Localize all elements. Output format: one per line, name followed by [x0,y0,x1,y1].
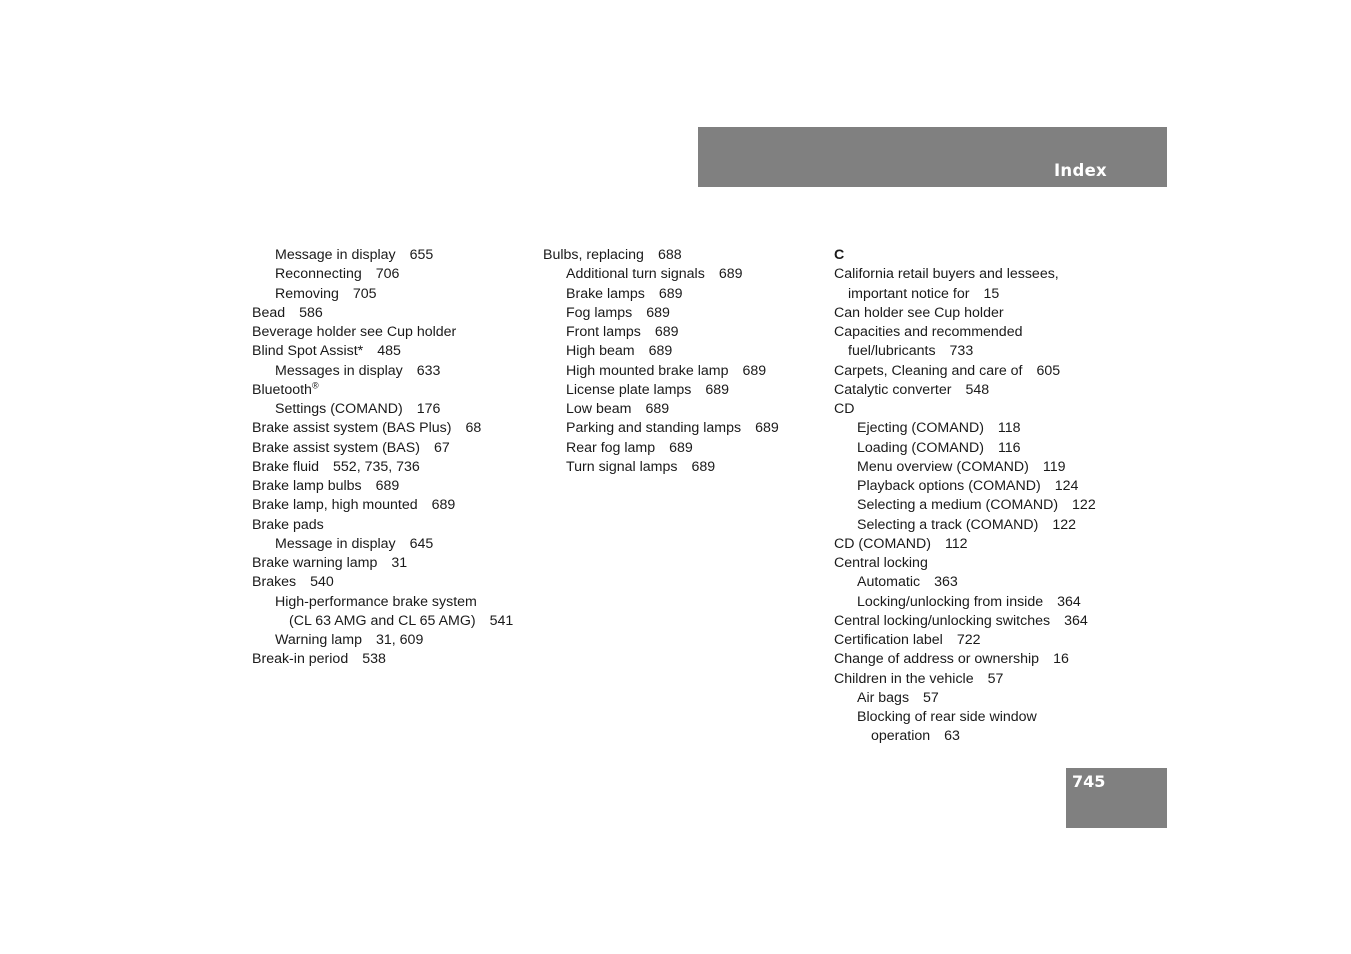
index-page-ref[interactable]: 541 [489,612,514,629]
index-term: CD (COMAND) [834,535,931,552]
index-page-ref[interactable]: 689 [375,478,400,494]
index-term: Front lamps [566,324,641,340]
index-term: Bead [252,304,286,321]
index-term: Air bags [857,689,910,706]
index-column-3 [834,246,1096,747]
index-entry [252,612,513,631]
index-entry [834,342,1096,361]
index-term: Turn signal lamps [566,458,678,475]
index-entry [834,689,1096,708]
index-term: Brake lamp, high mounted [252,497,418,514]
index-entry [252,477,513,496]
index-term: Message in display [275,247,396,263]
index-entry [252,342,513,361]
index-page-ref[interactable]: 552, 735, 736 [333,458,420,475]
index-page-ref[interactable]: 689 [646,304,670,321]
index-entry [252,650,513,669]
index-term: fuel/lubricants [848,343,936,360]
index-term: Parking and standing lamps [566,420,742,437]
index-term: Brake lamps [566,285,645,302]
index-page-ref[interactable]: 57 [923,689,939,706]
index-term: Brake lamp bulbs [252,478,362,494]
index-term: Beverage holder see Cup holder [252,324,457,340]
header-bar [698,127,1167,187]
index-term: Change of address or ownership [834,651,1040,668]
index-term: Brakes [252,574,297,591]
index-page-ref[interactable]: 548 [965,381,990,398]
index-term: Central locking [834,555,928,571]
index-entry [543,323,779,342]
index-entry [834,573,1096,592]
index-entry [252,554,513,573]
index-entry [834,593,1096,612]
index-term: High-performance brake system [275,593,477,610]
index-entry [543,265,779,284]
index-term: Selecting a track (COMAND) [857,516,1039,533]
index-term: High beam [566,343,635,360]
index-term: Playback options (COMAND) [857,478,1041,494]
index-page-ref[interactable]: 63 [944,728,960,745]
index-page-ref[interactable]: 689 [691,458,716,475]
index-term: Can holder see Cup holder [834,304,1004,321]
index-term: Break-in period [252,651,349,668]
index-term: Bluetooth [252,381,312,398]
index-entry [252,400,513,419]
index-entry [252,304,513,323]
index-term: Warning lamp [275,632,362,648]
index-page-ref[interactable]: 689 [705,381,730,398]
index-entry [252,631,513,650]
index-term: Menu overview (COMAND) [857,458,1029,475]
index-entry [543,362,779,381]
index-term: Rear fog lamp [566,439,656,456]
index-page-ref[interactable]: 605 [1036,362,1061,379]
index-page-ref[interactable]: 122 [1072,497,1096,514]
index-page-ref[interactable]: 68 [465,420,482,437]
index-entry [543,419,779,438]
index-term: Additional turn signals [566,266,705,283]
index-entry [252,265,513,284]
index-entry [252,573,513,592]
index-term: Brake warning lamp [252,555,378,571]
page-title: Index [1053,161,1107,180]
index-term: Automatic [857,574,921,591]
index-entry [543,246,779,265]
index-page-ref[interactable]: 364 [1064,612,1088,629]
index-entry [543,304,779,323]
index-page-ref[interactable]: 57 [987,670,1004,687]
index-entry [543,439,779,458]
index-entry [252,516,513,535]
index-entry [252,323,513,342]
index-entry [252,381,513,400]
index-term: Settings (COMAND) [275,401,403,417]
index-entry [252,362,513,381]
index-term: Catalytic converter [834,381,952,398]
index-entry [834,439,1096,458]
index-term: Children in the vehicle [834,670,974,687]
index-entry [252,439,513,458]
index-term: Ejecting (COMAND) [857,420,984,437]
index-term: Brake assist system (BAS) [252,439,420,456]
index-term: operation [871,728,931,745]
index-entry [834,477,1096,496]
index-entry [252,285,513,304]
index-page-ref[interactable]: 689 [658,285,683,302]
index-entry [834,265,1096,284]
index-term: Capacities and recommended [834,324,1023,340]
index-page-ref[interactable]: 16 [1053,651,1069,668]
index-term: High mounted brake lamp [566,362,729,379]
index-page-ref[interactable]: 689 [654,324,679,340]
index-page-ref[interactable]: 538 [362,651,386,668]
index-page-ref[interactable]: 485 [377,343,401,360]
index-term: C [834,247,845,263]
index-page-ref[interactable]: 689 [669,439,693,456]
index-entry [252,419,513,438]
index-term: License plate lamps [566,381,692,398]
index-page-ref[interactable]: 689 [718,266,743,283]
index-entry [834,554,1096,573]
index-entry [543,400,779,419]
index-entry [543,342,779,361]
index-term: Low beam [566,401,632,417]
index-term: Central locking/unlocking switches [834,612,1051,629]
index-entry [834,670,1096,689]
index-entry [543,285,779,304]
index-page-ref[interactable]: 705 [352,285,377,302]
index-entry [834,650,1096,669]
index-page-ref[interactable]: 689 [645,401,670,417]
index-term: Fog lamps [566,304,633,321]
index-entry [834,708,1096,727]
index-page-ref[interactable]: 689 [755,420,779,437]
index-term: Brake fluid [252,458,320,475]
index-term: Selecting a medium (COMAND) [857,497,1059,514]
index-term: Blocking of rear side window [857,709,1037,725]
index-term: CD [834,401,855,417]
index-page-ref[interactable]: 540 [310,574,334,591]
page-number-box [1066,768,1167,828]
index-page-ref[interactable]: 645 [409,535,434,552]
index-page-ref[interactable]: 118 [997,420,1021,437]
index-page-ref[interactable]: 689 [742,362,767,379]
index-entry [834,362,1096,381]
index-page-ref[interactable]: 363 [934,574,958,591]
index-page-ref[interactable]: 112 [944,535,968,552]
registered-mark: ® [311,380,319,391]
index-term: Carpets, Cleaning and care of [834,362,1023,379]
index-term: important notice for [848,285,970,302]
index-entry [543,381,779,400]
index-term: Loading (COMAND) [857,439,984,456]
index-term: Locking/unlocking from inside [857,593,1044,610]
index-entry [252,246,513,265]
index-term: Removing [275,285,339,302]
index-term: Message in display [275,535,396,552]
index-page-ref[interactable]: 31 [391,555,408,571]
index-column-2 [543,246,779,477]
index-page-ref[interactable]: 733 [949,343,974,360]
index-page-ref[interactable]: 633 [416,362,441,379]
index-page-ref[interactable]: 655 [409,247,434,263]
index-page-ref[interactable]: 67 [433,439,450,456]
index-page-ref[interactable]: 122 [1052,516,1076,533]
index-entry [834,381,1096,400]
index-entry [543,458,779,477]
index-entry [834,631,1096,650]
index-term: Bulbs, replacing [543,247,644,263]
index-term: Brake pads [252,516,324,533]
index-entry [252,593,513,612]
index-page-ref[interactable]: 124 [1054,478,1079,494]
index-entry [252,535,513,554]
index-entry [834,496,1096,515]
page-number: 745 [1072,772,1106,791]
index-term: Reconnecting [275,266,362,283]
index-page-ref[interactable]: 31, 609 [376,632,424,648]
index-page-ref[interactable]: 586 [299,304,323,321]
index-entry [252,458,513,477]
index-column-1 [252,246,513,670]
index-entry [834,727,1096,746]
index-page-ref[interactable]: 176 [416,401,441,417]
index-entry [834,285,1096,304]
index-entry [834,458,1096,477]
index-term: Certification label [834,632,943,648]
index-page-ref[interactable]: 116 [997,439,1021,456]
index-page-ref[interactable]: 119 [1042,458,1066,475]
index-term: Messages in display [275,362,403,379]
index-page-ref[interactable]: 364 [1057,593,1081,610]
index-entry [834,400,1096,419]
index-page-ref[interactable]: 15 [983,285,1000,302]
index-entry [834,323,1096,342]
index-page-ref[interactable]: 722 [956,632,981,648]
index-term: Brake assist system (BAS Plus) [252,420,452,437]
index-page-ref[interactable]: 706 [375,266,400,283]
index-letter-heading [834,246,1096,265]
index-page-ref[interactable]: 689 [431,497,456,514]
index-entry [834,304,1096,323]
index-term: Blind Spot Assist* [252,343,364,360]
index-entry [834,535,1096,554]
index-entry [834,419,1096,438]
index-term: (CL 63 AMG and CL 65 AMG) [289,612,476,629]
index-term: California retail buyers and lessees, [834,266,1059,283]
index-page-ref[interactable]: 689 [648,343,673,360]
index-page-ref[interactable]: 688 [657,247,682,263]
index-entry [834,516,1096,535]
index-entry [252,496,513,515]
index-entry [834,612,1096,631]
